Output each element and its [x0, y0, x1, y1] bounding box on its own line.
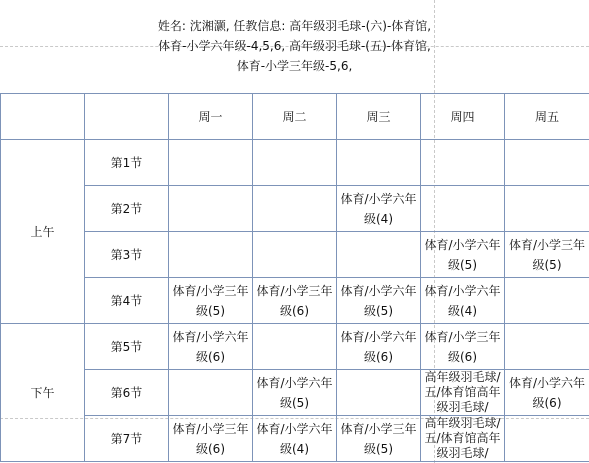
lesson-cell [337, 324, 421, 370]
lesson-cell [169, 278, 253, 324]
lesson-text: 高年级羽毛球/五/体育馆高年级羽毛球/ [424, 416, 501, 460]
table-row [1, 370, 589, 416]
corner-cell [85, 94, 169, 140]
lesson-cell [253, 278, 337, 324]
slot-label: 第4节 [85, 278, 169, 324]
lesson-text: 体育/小学六年级(5) [424, 237, 501, 272]
lesson-text: 体育/小学六年级(4) [340, 191, 417, 226]
lesson-cell [421, 140, 505, 186]
day-header-mon: 周一 [169, 94, 253, 140]
lesson-cell [169, 370, 253, 416]
lesson-cell [169, 232, 253, 278]
timetable-header-row [1, 94, 589, 140]
day-header-tue: 周二 [253, 94, 337, 140]
lesson-cell [337, 278, 421, 324]
lesson-cell [253, 324, 337, 370]
slot-label: 第1节 [85, 140, 169, 186]
lesson-cell [253, 370, 337, 416]
lesson-cell [337, 416, 421, 462]
lesson-text: 体育/小学六年级(6) [172, 329, 249, 364]
timetable [0, 93, 589, 462]
lesson-cell [253, 140, 337, 186]
lesson-text: 体育/小学三年级(6) [256, 283, 333, 318]
period-morning: 上午 [1, 140, 85, 324]
lesson-cell [505, 416, 589, 462]
lesson-cell [337, 232, 421, 278]
lesson-cell [505, 232, 589, 278]
lesson-cell [169, 140, 253, 186]
slot-label: 第5节 [85, 324, 169, 370]
lesson-text: 体育/小学六年级(6) [508, 375, 586, 410]
corner-cell [1, 94, 85, 140]
lesson-text: 体育/小学六年级(4) [256, 421, 333, 456]
table-row [1, 278, 589, 324]
lesson-cell [505, 278, 589, 324]
lesson-cell [421, 370, 505, 416]
lesson-cell [169, 416, 253, 462]
lesson-text: 体育/小学三年级(5) [172, 283, 249, 318]
lesson-text: 体育/小学三年级(6) [424, 329, 501, 364]
lesson-cell [421, 416, 505, 462]
lesson-text: 体育/小学三年级(5) [508, 237, 586, 272]
table-row [1, 324, 589, 370]
lesson-cell [253, 232, 337, 278]
lesson-text: 体育/小学三年级(5) [340, 421, 417, 456]
lesson-cell [421, 186, 505, 232]
teacher-info-line: 体育-小学六年级-4,5,6, 高年级羽毛球-(五)-体育馆, [158, 39, 431, 53]
lesson-cell [337, 140, 421, 186]
lesson-text: 体育/小学三年级(6) [172, 421, 249, 456]
lesson-cell [505, 186, 589, 232]
lesson-cell [253, 186, 337, 232]
lesson-cell [337, 186, 421, 232]
teacher-info-header [0, 0, 589, 94]
lesson-text: 体育/小学六年级(4) [424, 283, 501, 318]
slot-label: 第3节 [85, 232, 169, 278]
lesson-cell [337, 370, 421, 416]
lesson-cell [505, 140, 589, 186]
day-header-fri: 周五 [505, 94, 589, 140]
lesson-text: 体育/小学六年级(5) [256, 375, 333, 410]
lesson-cell [169, 324, 253, 370]
table-row [1, 416, 589, 462]
day-header-thu: 周四 [421, 94, 505, 140]
teacher-info-line: 姓名: 沈湘灏, 任教信息: 高年级羽毛球-(六)-体育馆, [157, 19, 432, 33]
lesson-text: 高年级羽毛球/五/体育馆高年级羽毛球/ [424, 370, 501, 414]
day-header-wed: 周三 [337, 94, 421, 140]
lesson-cell [253, 416, 337, 462]
slot-label: 第7节 [85, 416, 169, 462]
period-afternoon: 下午 [1, 324, 85, 462]
slot-label: 第6节 [85, 370, 169, 416]
table-row [1, 232, 589, 278]
lesson-cell [505, 324, 589, 370]
lesson-cell [421, 232, 505, 278]
lesson-cell [169, 186, 253, 232]
lesson-text: 体育/小学六年级(5) [340, 283, 417, 318]
slot-label: 第2节 [85, 186, 169, 232]
teacher-info-line: 体育-小学三年级-5,6, [236, 59, 353, 73]
lesson-cell [505, 370, 589, 416]
table-row [1, 140, 589, 186]
lesson-text: 体育/小学六年级(6) [340, 329, 417, 364]
lesson-cell [421, 278, 505, 324]
table-row [1, 186, 589, 232]
lesson-cell [421, 324, 505, 370]
